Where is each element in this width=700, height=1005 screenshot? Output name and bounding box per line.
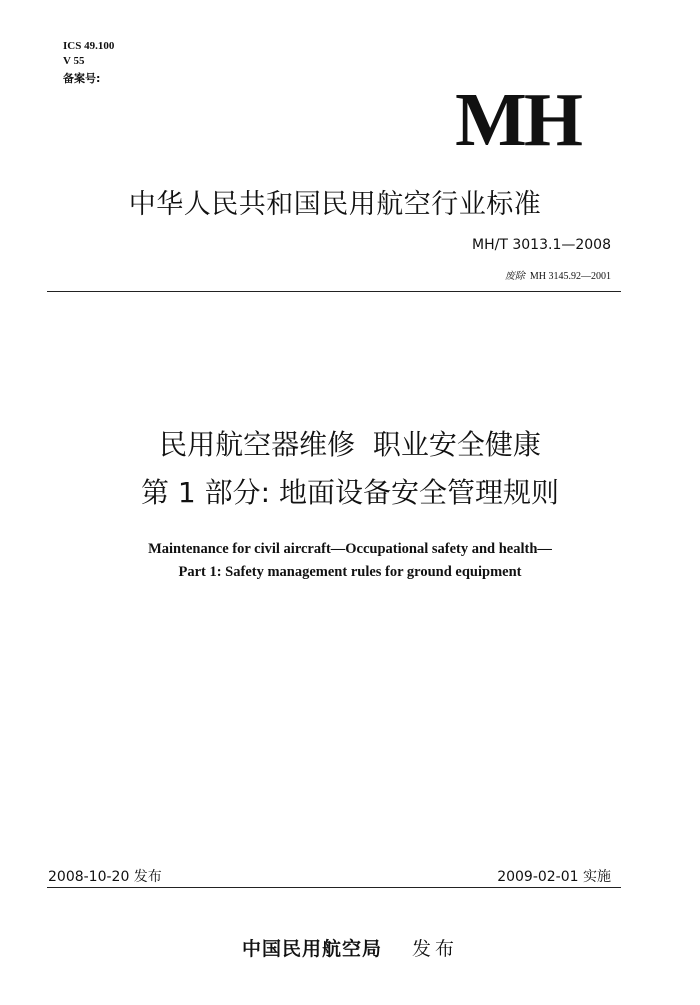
replaces-label: 废除 [504,271,525,282]
filing-number-label: 备案号: [63,72,101,85]
replaces-line [505,267,611,282]
header-divider [47,291,621,292]
english-title-line-2: Part 1: Safety management rules for ground equipment [178,564,522,580]
chinese-title-line-1: 民用航空器维修 职业安全健康 [159,428,541,461]
chinese-title-line-2: 第 1 部分: 地面设备安全管理规则 [141,476,559,509]
publish-label: 发布 [412,938,459,960]
standard-number: MH/T 3013.1—2008 [472,237,611,253]
issue-date: 2008-10-20 发布 [48,869,162,885]
mh-logo: MH [455,78,580,162]
footer-divider [47,887,621,888]
english-title-line-1: Maintenance for civil aircraft—Occupational safety and health— [148,541,552,557]
publisher-name: 中国民用航空局 [241,939,382,960]
ccs-code: V 55 [63,55,85,67]
ics-code: ICS 49.100 [63,40,115,52]
replaces-number: MH 3145.92—2001 [529,271,611,282]
publisher-line [0,934,700,961]
standard-title: 中华人民共和国民用航空行业标准 [128,189,542,220]
implementation-date: 2009-02-01 实施 [497,869,611,885]
